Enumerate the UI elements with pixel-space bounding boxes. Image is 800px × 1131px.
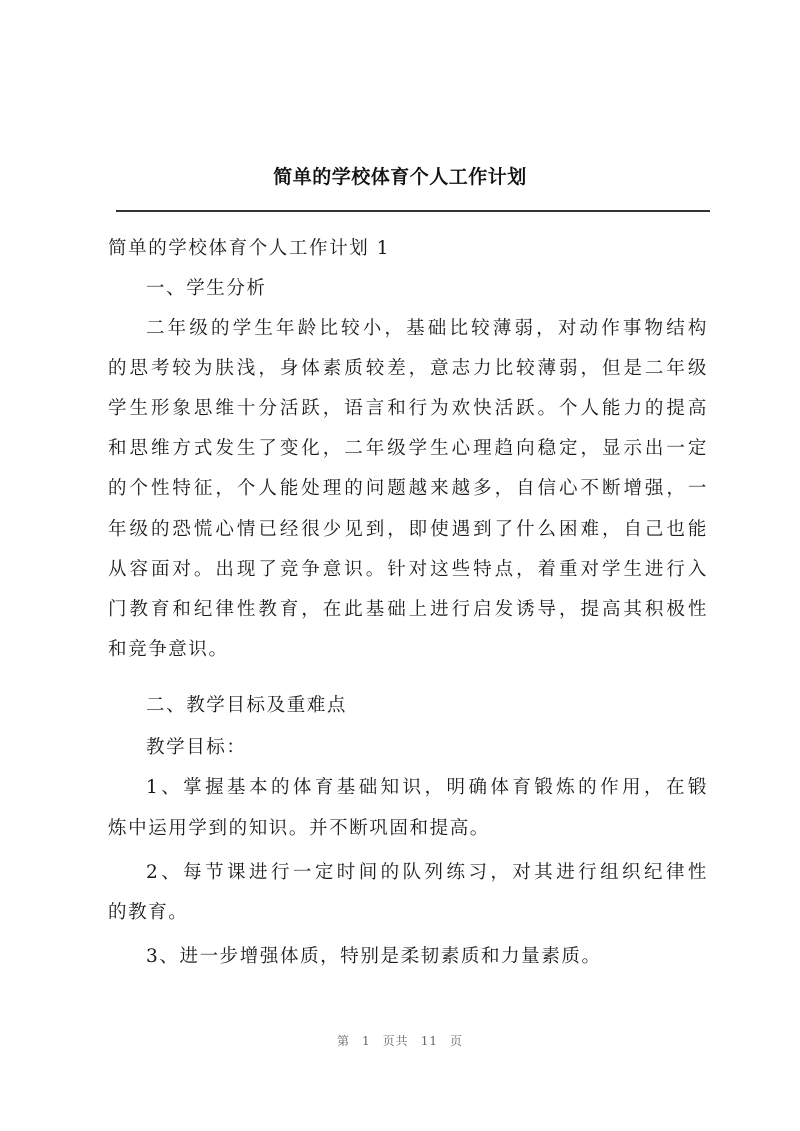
section-heading: 简单的学校体育个人工作计划 1	[108, 238, 391, 259]
footer-middle: 页共	[382, 1034, 409, 1048]
label-line: 教学目标：	[146, 737, 247, 758]
list-item: 1、掌握基本的体育基础知识，明确体育锻炼的作用，在锻	[146, 777, 708, 798]
list-item-continuation: 炼中运用学到的知识。并不断巩固和提高。	[108, 818, 490, 839]
paragraph-line: 学生形象思维十分活跃，语言和行为欢快活跃。个人能力的提高	[108, 398, 708, 419]
list-item: 2、每节课进行一定时间的队列练习，对其进行组织纪律性	[146, 862, 708, 883]
paragraph-line: 二年级的学生年龄比较小，基础比较薄弱，对动作事物结构	[146, 318, 708, 339]
list-item-continuation: 的教育。	[108, 902, 189, 923]
paragraph-line: 从容面对。出现了竞争意识。针对这些特点，着重对学生进行入	[108, 559, 708, 580]
title-divider	[116, 210, 710, 212]
subsection-heading: 一、学生分析	[146, 278, 267, 299]
footer-prefix: 第	[337, 1034, 351, 1048]
paragraph-line: 门教育和纪律性教育，在此基础上进行启发诱导，提高其积极性	[108, 599, 708, 620]
footer-suffix: 页	[449, 1034, 463, 1048]
page-footer	[0, 1032, 800, 1049]
footer-total-pages: 11	[420, 1034, 438, 1048]
document-title: 简单的学校体育个人工作计划	[273, 166, 527, 188]
paragraph-line: 和竞争意识。	[108, 639, 229, 660]
list-item: 3、进一步增强体质，特别是柔韧素质和力量素质。	[146, 946, 602, 967]
paragraph-line: 年级的恐慌心情已经很少见到，即使遇到了什么困难，自己也能	[108, 519, 708, 540]
paragraph-line: 的思考较为肤浅，身体素质较差，意志力比较薄弱，但是二年级	[108, 358, 708, 379]
subsection-heading: 二、教学目标及重难点	[146, 695, 348, 716]
paragraph-line: 和思维方式发生了变化，二年级学生心理趋向稳定，显示出一定	[108, 438, 708, 459]
paragraph-line: 的个性特征，个人能处理的问题越来越多，自信心不断增强，一	[108, 478, 708, 499]
footer-page-number: 1	[362, 1034, 371, 1048]
